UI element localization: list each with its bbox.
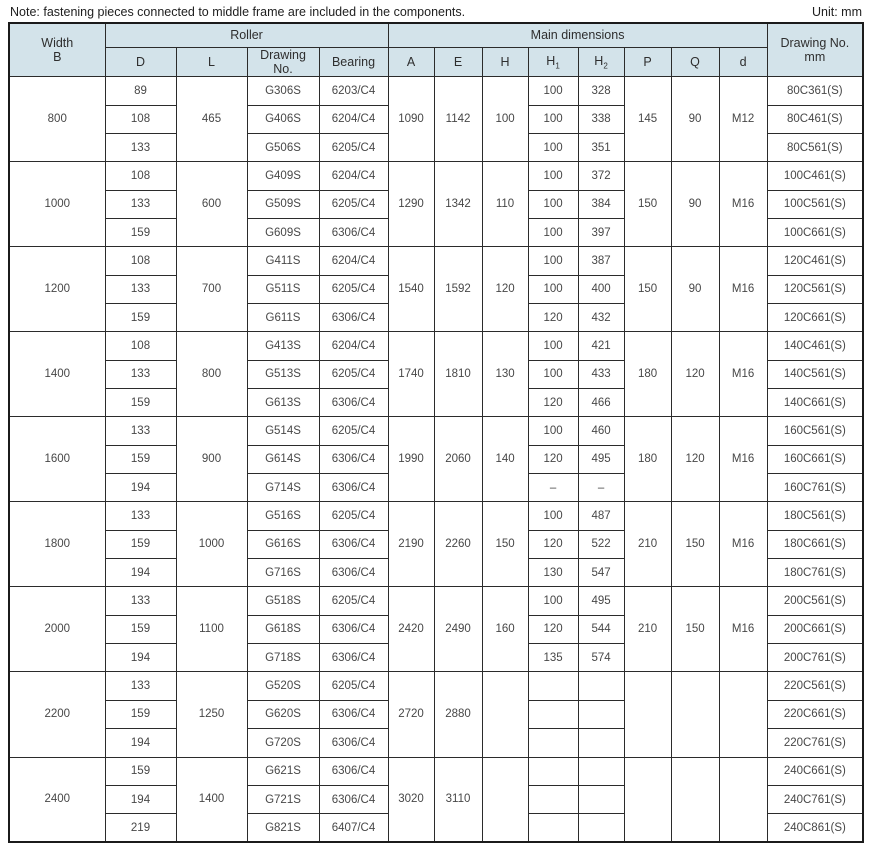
dim-h1-cell: 100 — [528, 133, 578, 161]
dim-bolt-d-cell: M16 — [719, 247, 767, 332]
dim-q-cell: 150 — [671, 502, 719, 587]
col-header-h: H — [482, 47, 528, 77]
col-header-width-b: Width B — [9, 23, 105, 77]
roller-l-cell: 465 — [176, 77, 247, 162]
dim-h1-cell: 100 — [528, 247, 578, 275]
width-b-cell: 1800 — [9, 502, 105, 587]
roller-d-cell: 194 — [105, 785, 176, 813]
dim-h1-cell: 100 — [528, 417, 578, 445]
roller-l-cell: 800 — [176, 332, 247, 417]
dim-h2-cell — [578, 785, 624, 813]
dim-h1-cell — [528, 757, 578, 785]
roller-d-cell: 194 — [105, 474, 176, 502]
drawing-code-cell: 100C661(S) — [767, 218, 863, 246]
drawing-code-cell: 100C461(S) — [767, 162, 863, 190]
bearing-cell: 6306/C4 — [319, 785, 388, 813]
table-row — [9, 417, 863, 445]
col-header-bolt-d: d — [719, 47, 767, 77]
drawing-code-cell: 120C461(S) — [767, 247, 863, 275]
dim-h1-cell: 130 — [528, 559, 578, 587]
dim-a-cell: 1540 — [388, 247, 434, 332]
col-header-bearing: Bearing — [319, 47, 388, 77]
roller-drawing-no-cell: G618S — [247, 615, 319, 643]
roller-drawing-no-cell: G614S — [247, 445, 319, 473]
drawing-code-cell: 200C661(S) — [767, 615, 863, 643]
dim-p-cell: 150 — [624, 162, 671, 247]
dim-p-cell: 150 — [624, 247, 671, 332]
drawing-code-cell: 200C761(S) — [767, 644, 863, 672]
dim-a-cell: 1990 — [388, 417, 434, 502]
bearing-cell: 6205/C4 — [319, 587, 388, 615]
dim-a-cell: 2720 — [388, 672, 434, 757]
roller-l-cell: 700 — [176, 247, 247, 332]
table-row — [9, 332, 863, 360]
bearing-cell: 6306/C4 — [319, 615, 388, 643]
roller-l-cell: 1100 — [176, 587, 247, 672]
bearing-cell: 6205/C4 — [319, 502, 388, 530]
col-header-p: P — [624, 47, 671, 77]
roller-l-cell: 1250 — [176, 672, 247, 757]
dim-q-cell: 90 — [671, 162, 719, 247]
roller-d-cell: 108 — [105, 247, 176, 275]
dim-h-cell — [482, 672, 528, 757]
dim-e-cell: 3110 — [434, 757, 482, 842]
table-row — [9, 587, 863, 615]
bearing-cell: 6205/C4 — [319, 672, 388, 700]
dim-e-cell: 1810 — [434, 332, 482, 417]
dim-e-cell: 2260 — [434, 502, 482, 587]
dim-h2-cell: 466 — [578, 389, 624, 417]
roller-drawing-no-cell: G621S — [247, 757, 319, 785]
col-header-l: L — [176, 47, 247, 77]
width-b-cell: 1000 — [9, 162, 105, 247]
dim-e-cell: 1342 — [434, 162, 482, 247]
col-header-drawing-no: Drawing No. — [247, 47, 319, 77]
dim-bolt-d-cell: M16 — [719, 417, 767, 502]
dim-p-cell: 210 — [624, 502, 671, 587]
width-b-cell: 2200 — [9, 672, 105, 757]
dim-bolt-d-cell: M16 — [719, 502, 767, 587]
roller-d-cell: 159 — [105, 304, 176, 332]
roller-drawing-no-cell: G406S — [247, 105, 319, 133]
bearing-cell: 6205/C4 — [319, 417, 388, 445]
bearing-cell: 6204/C4 — [319, 332, 388, 360]
table-row — [9, 757, 863, 785]
dim-a-cell: 1740 — [388, 332, 434, 417]
dim-h1-cell: 120 — [528, 389, 578, 417]
drawing-code-cell: 180C761(S) — [767, 559, 863, 587]
roller-d-cell: 133 — [105, 417, 176, 445]
dim-p-cell: 210 — [624, 587, 671, 672]
dim-p-cell: 180 — [624, 417, 671, 502]
width-b-cell: 1600 — [9, 417, 105, 502]
dim-h-cell: 150 — [482, 502, 528, 587]
table-caption-bar — [8, 3, 862, 22]
dim-h1-cell: 120 — [528, 530, 578, 558]
col-group-main-dimensions: Main dimensions — [388, 23, 767, 47]
dim-p-cell: 180 — [624, 332, 671, 417]
drawing-code-cell: 240C861(S) — [767, 814, 863, 842]
dim-e-cell: 2490 — [434, 587, 482, 672]
dim-p-cell — [624, 672, 671, 757]
roller-drawing-no-cell: G520S — [247, 672, 319, 700]
roller-d-cell: 159 — [105, 445, 176, 473]
dim-h1-cell: 100 — [528, 332, 578, 360]
dim-h2-cell: 421 — [578, 332, 624, 360]
dim-a-cell: 1090 — [388, 77, 434, 162]
bearing-cell: 6306/C4 — [319, 218, 388, 246]
dim-h2-cell: 574 — [578, 644, 624, 672]
dim-bolt-d-cell: M16 — [719, 162, 767, 247]
bearing-cell: 6306/C4 — [319, 757, 388, 785]
dim-h2-cell — [578, 672, 624, 700]
roller-drawing-no-cell: G409S — [247, 162, 319, 190]
dim-h1-cell: 100 — [528, 105, 578, 133]
dim-h2-cell: 397 — [578, 218, 624, 246]
dim-h1-cell: 120 — [528, 304, 578, 332]
bearing-cell: 6205/C4 — [319, 275, 388, 303]
bearing-cell: 6204/C4 — [319, 247, 388, 275]
roller-d-cell: 159 — [105, 757, 176, 785]
col-header-a: A — [388, 47, 434, 77]
dim-q-cell: 150 — [671, 587, 719, 672]
dim-bolt-d-cell — [719, 757, 767, 842]
roller-l-cell: 1400 — [176, 757, 247, 842]
drawing-code-cell: 140C461(S) — [767, 332, 863, 360]
roller-d-cell: 108 — [105, 105, 176, 133]
roller-d-cell: 194 — [105, 729, 176, 757]
dim-h2-cell: 495 — [578, 587, 624, 615]
bearing-cell: 6306/C4 — [319, 644, 388, 672]
dim-e-cell: 1592 — [434, 247, 482, 332]
col-header-h2: $H_2$ — [578, 47, 624, 77]
drawing-code-cell: 80C461(S) — [767, 105, 863, 133]
roller-drawing-no-cell: G518S — [247, 587, 319, 615]
roller-d-cell: 89 — [105, 77, 176, 105]
dim-h1-cell: 100 — [528, 275, 578, 303]
roller-d-cell: 108 — [105, 162, 176, 190]
drawing-code-cell: 200C561(S) — [767, 587, 863, 615]
dim-h-cell: 100 — [482, 77, 528, 162]
col-header-e: E — [434, 47, 482, 77]
dim-h1-cell: 100 — [528, 502, 578, 530]
roller-drawing-no-cell: G611S — [247, 304, 319, 332]
bearing-cell: 6306/C4 — [319, 559, 388, 587]
roller-l-cell: 900 — [176, 417, 247, 502]
roller-drawing-no-cell: G509S — [247, 190, 319, 218]
dim-p-cell: 145 — [624, 77, 671, 162]
drawing-code-cell: 160C561(S) — [767, 417, 863, 445]
dim-a-cell: 2190 — [388, 502, 434, 587]
roller-d-cell: 159 — [105, 615, 176, 643]
bearing-cell: 6306/C4 — [319, 474, 388, 502]
roller-spec-table — [8, 22, 864, 843]
dim-a-cell: 3020 — [388, 757, 434, 842]
drawing-code-cell: 80C361(S) — [767, 77, 863, 105]
bearing-cell: 6306/C4 — [319, 700, 388, 728]
header-row-subcolumns — [9, 47, 863, 77]
drawing-code-cell: 160C661(S) — [767, 445, 863, 473]
drawing-code-cell: 140C661(S) — [767, 389, 863, 417]
roller-drawing-no-cell: G718S — [247, 644, 319, 672]
dim-h2-cell — [578, 700, 624, 728]
dim-q-cell — [671, 757, 719, 842]
roller-drawing-no-cell: G720S — [247, 729, 319, 757]
dim-a-cell: 2420 — [388, 587, 434, 672]
drawing-code-cell: 220C761(S) — [767, 729, 863, 757]
dim-e-cell: 1142 — [434, 77, 482, 162]
table-row — [9, 77, 863, 105]
roller-drawing-no-cell: G513S — [247, 360, 319, 388]
note-text: Note: fastening pieces connected to middle frame are included in the components. — [10, 5, 466, 19]
table-body — [9, 77, 863, 842]
roller-drawing-no-cell: G516S — [247, 502, 319, 530]
roller-d-cell: 219 — [105, 814, 176, 842]
roller-l-cell: 1000 — [176, 502, 247, 587]
dim-h-cell — [482, 757, 528, 842]
roller-drawing-no-cell: G514S — [247, 417, 319, 445]
dim-h-cell: 130 — [482, 332, 528, 417]
bearing-cell: 6306/C4 — [319, 729, 388, 757]
roller-drawing-no-cell: G721S — [247, 785, 319, 813]
roller-drawing-no-cell: G306S — [247, 77, 319, 105]
width-b-cell: 1200 — [9, 247, 105, 332]
dim-h2-cell: 328 — [578, 77, 624, 105]
roller-drawing-no-cell: G613S — [247, 389, 319, 417]
dim-h2-cell: 433 — [578, 360, 624, 388]
dim-h-cell: 110 — [482, 162, 528, 247]
roller-d-cell: 133 — [105, 587, 176, 615]
bearing-cell: 6306/C4 — [319, 445, 388, 473]
roller-drawing-no-cell: G716S — [247, 559, 319, 587]
roller-d-cell: 133 — [105, 275, 176, 303]
roller-drawing-no-cell: G413S — [247, 332, 319, 360]
roller-drawing-no-cell: G411S — [247, 247, 319, 275]
dim-h1-cell: 120 — [528, 445, 578, 473]
dim-h2-cell: 372 — [578, 162, 624, 190]
drawing-code-cell: 220C561(S) — [767, 672, 863, 700]
width-b-cell: 2000 — [9, 587, 105, 672]
roller-l-cell: 600 — [176, 162, 247, 247]
dim-q-cell: 90 — [671, 247, 719, 332]
dim-h1-cell — [528, 700, 578, 728]
roller-drawing-no-cell: G616S — [247, 530, 319, 558]
dim-h1-cell: 100 — [528, 587, 578, 615]
dim-h1-cell: 100 — [528, 77, 578, 105]
table-header — [9, 23, 863, 77]
dim-q-cell: 90 — [671, 77, 719, 162]
dim-p-cell — [624, 757, 671, 842]
dim-h1-cell: 100 — [528, 162, 578, 190]
dim-h2-cell: 351 — [578, 133, 624, 161]
dim-e-cell: 2880 — [434, 672, 482, 757]
dim-h2-cell: 495 — [578, 445, 624, 473]
bearing-cell: 6407/C4 — [319, 814, 388, 842]
bearing-cell: 6204/C4 — [319, 105, 388, 133]
dim-h1-cell — [528, 814, 578, 842]
table-row — [9, 247, 863, 275]
col-header-drawing-no-mm: Drawing No. mm — [767, 23, 863, 77]
roller-drawing-no-cell: G511S — [247, 275, 319, 303]
bearing-cell: 6203/C4 — [319, 77, 388, 105]
drawing-code-cell: 120C661(S) — [767, 304, 863, 332]
dim-h1-cell — [528, 785, 578, 813]
col-group-roller: Roller — [105, 23, 388, 47]
roller-drawing-no-cell: G506S — [247, 133, 319, 161]
roller-drawing-no-cell: G620S — [247, 700, 319, 728]
roller-drawing-no-cell: G821S — [247, 814, 319, 842]
dim-q-cell: 120 — [671, 332, 719, 417]
drawing-code-cell: 160C761(S) — [767, 474, 863, 502]
dim-a-cell: 1290 — [388, 162, 434, 247]
dim-h2-cell — [578, 757, 624, 785]
roller-d-cell: 133 — [105, 502, 176, 530]
dim-h2-cell: 547 — [578, 559, 624, 587]
dim-h2-cell: 400 — [578, 275, 624, 303]
roller-d-cell: 159 — [105, 218, 176, 246]
dim-h1-cell: 120 — [528, 615, 578, 643]
dim-h1-cell — [528, 672, 578, 700]
bearing-cell: 6205/C4 — [319, 360, 388, 388]
table-row — [9, 502, 863, 530]
roller-d-cell: 159 — [105, 700, 176, 728]
drawing-code-cell: 80C561(S) — [767, 133, 863, 161]
dim-bolt-d-cell — [719, 672, 767, 757]
dim-h2-cell: 460 — [578, 417, 624, 445]
dim-h2-cell: 522 — [578, 530, 624, 558]
dim-bolt-d-cell: M16 — [719, 587, 767, 672]
dim-h2-cell: 487 — [578, 502, 624, 530]
dim-h1-cell: 100 — [528, 360, 578, 388]
dim-h-cell: 160 — [482, 587, 528, 672]
dim-h2-cell: 544 — [578, 615, 624, 643]
table-row — [9, 672, 863, 700]
dim-h2-cell: 338 — [578, 105, 624, 133]
width-b-cell: 1400 — [9, 332, 105, 417]
roller-d-cell: 159 — [105, 389, 176, 417]
roller-d-cell: 133 — [105, 133, 176, 161]
bearing-cell: 6205/C4 — [319, 190, 388, 218]
drawing-code-cell: 240C661(S) — [767, 757, 863, 785]
bearing-cell: 6306/C4 — [319, 389, 388, 417]
drawing-code-cell: 100C561(S) — [767, 190, 863, 218]
table-row — [9, 162, 863, 190]
dim-e-cell: 2060 — [434, 417, 482, 502]
roller-d-cell: 108 — [105, 332, 176, 360]
dim-q-cell — [671, 672, 719, 757]
dim-q-cell: 120 — [671, 417, 719, 502]
width-b-cell: 800 — [9, 77, 105, 162]
roller-d-cell: 159 — [105, 530, 176, 558]
roller-d-cell: 133 — [105, 672, 176, 700]
col-header-q: Q — [671, 47, 719, 77]
dim-bolt-d-cell: M16 — [719, 332, 767, 417]
dim-bolt-d-cell: M12 — [719, 77, 767, 162]
dim-h1-cell: 100 — [528, 218, 578, 246]
unit-label: Unit: mm — [812, 5, 862, 19]
roller-d-cell: 133 — [105, 360, 176, 388]
bearing-cell: 6306/C4 — [319, 530, 388, 558]
drawing-code-cell: 180C661(S) — [767, 530, 863, 558]
dim-h1-cell — [528, 729, 578, 757]
roller-d-cell: 194 — [105, 644, 176, 672]
roller-drawing-no-cell: G714S — [247, 474, 319, 502]
dim-h2-cell: 384 — [578, 190, 624, 218]
header-row-groups — [9, 23, 863, 47]
roller-d-cell: 133 — [105, 190, 176, 218]
drawing-code-cell: 140C561(S) — [767, 360, 863, 388]
bearing-cell: 6306/C4 — [319, 304, 388, 332]
roller-d-cell: 194 — [105, 559, 176, 587]
col-header-h1: $H_1$ — [528, 47, 578, 77]
dim-h2-cell: 387 — [578, 247, 624, 275]
dim-h-cell: 120 — [482, 247, 528, 332]
width-b-cell: 2400 — [9, 757, 105, 842]
bearing-cell: 6204/C4 — [319, 162, 388, 190]
dim-h1-cell: 100 — [528, 190, 578, 218]
dim-h-cell: 140 — [482, 417, 528, 502]
col-header-d: D — [105, 47, 176, 77]
drawing-code-cell: 180C561(S) — [767, 502, 863, 530]
drawing-code-cell: 120C561(S) — [767, 275, 863, 303]
drawing-code-cell: 240C761(S) — [767, 785, 863, 813]
drawing-code-cell: 220C661(S) — [767, 700, 863, 728]
dim-h1-cell: – — [528, 474, 578, 502]
dim-h2-cell: 432 — [578, 304, 624, 332]
dim-h2-cell — [578, 814, 624, 842]
dim-h2-cell: – — [578, 474, 624, 502]
bearing-cell: 6205/C4 — [319, 133, 388, 161]
roller-drawing-no-cell: G609S — [247, 218, 319, 246]
dim-h1-cell: 135 — [528, 644, 578, 672]
dim-h2-cell — [578, 729, 624, 757]
